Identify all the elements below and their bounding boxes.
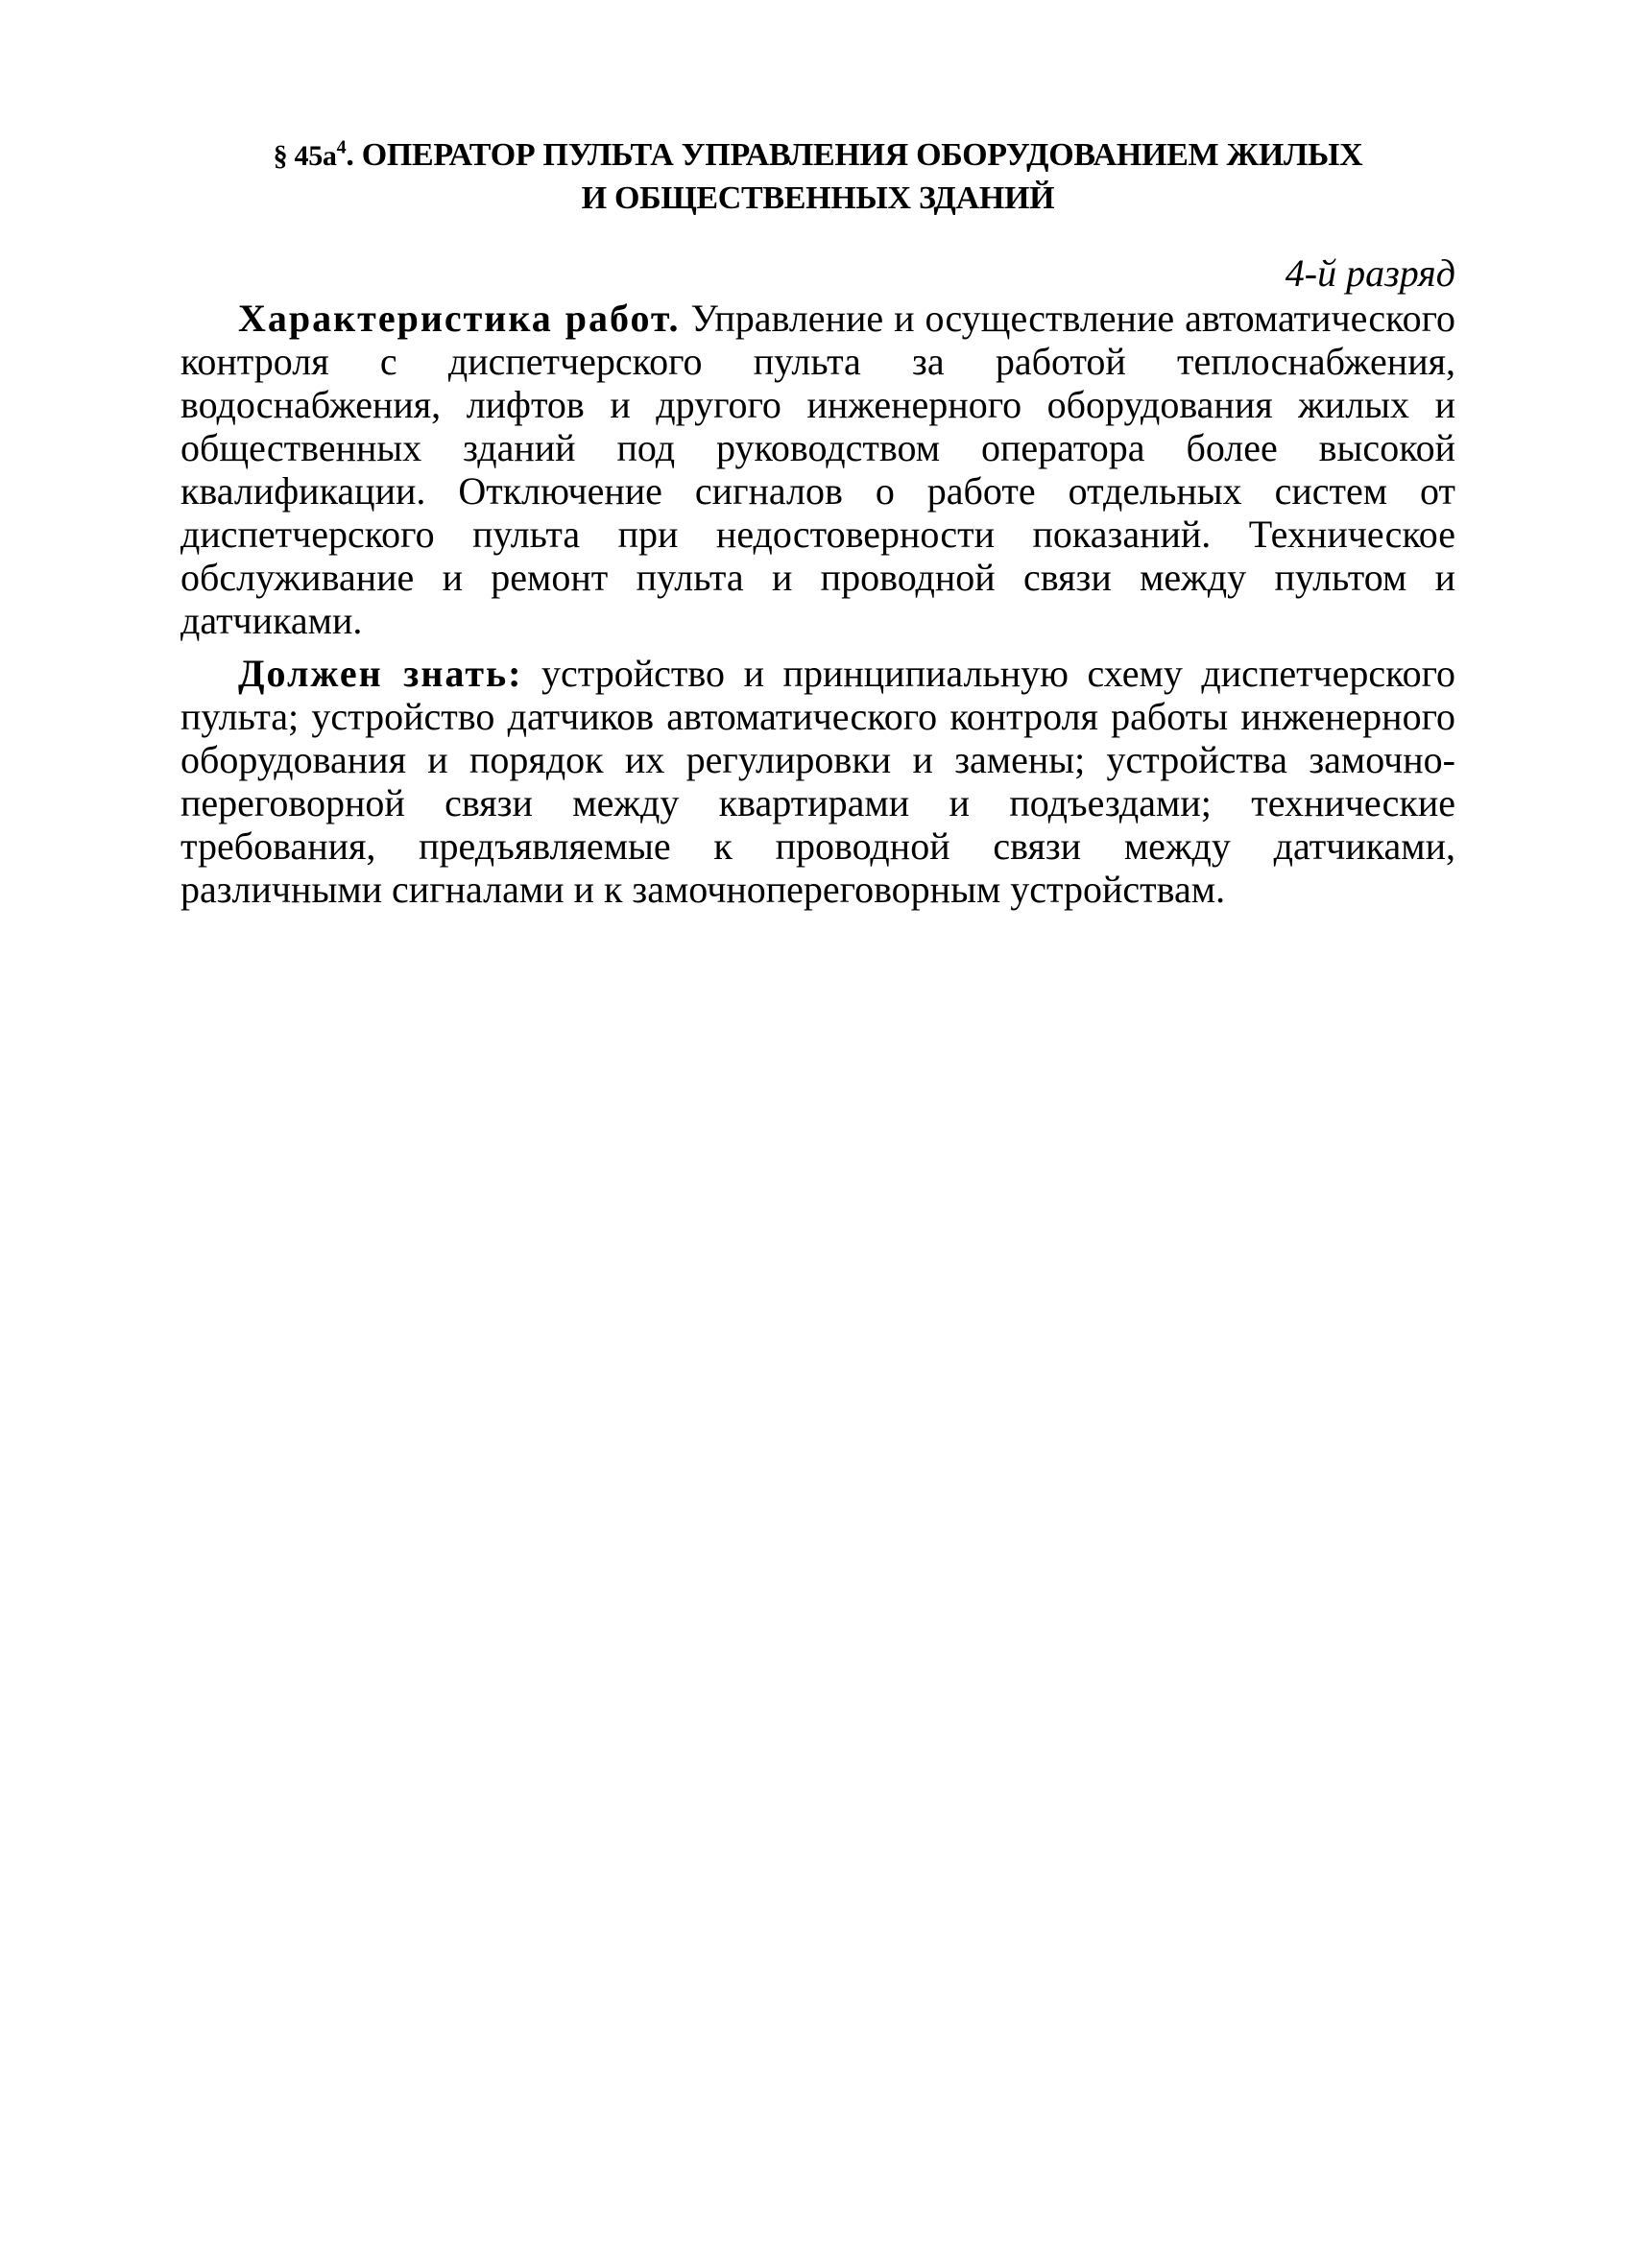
paragraph-text: устройство и принципиальную схему диспетчерского пульта; устройство датчиков автоматического контроля работы инженерного оборудования и порядок их регулировки и замены; устройства замочно-переговорной связи между квартирами и подъездами; технические требования, предъявляемые к проводной связи между датчиками, различными сигналами и к замочнопереговорным устройствам. [180, 652, 1455, 911]
section-title [180, 134, 1455, 220]
section-number-superscript: 4 [336, 136, 347, 158]
section-title-line-2: И ОБЩЕСТВЕННЫХ ЗДАНИЙ [581, 180, 1055, 216]
section-title-text-1: . ОПЕРАТОР ПУЛЬТА УПРАВЛЕНИЯ ОБОРУДОВАНИЕМ ЖИЛЫХ [346, 137, 1363, 173]
document-page [180, 134, 1455, 920]
section-title-line-1 [180, 134, 1455, 178]
section-number: § 45а [273, 140, 337, 172]
paragraph-text: Управление и осуществление автоматического контроля с диспетчерского пульта за работой теплоснабжения, водоснабжения, лифтов и другого инженерного оборудования жилых и общественных зданий под руководством оператора более высокой квалификации. Отключение сигналов о работе отдельных систем от диспетчерского пульта при недостоверности показаний. Техническое обслуживание и ремонт пульта и проводной связи между пультом и датчиками. [180, 297, 1455, 642]
paragraph-work-characteristics [180, 297, 1455, 642]
paragraph-term: Должен знать: [238, 652, 523, 695]
grade-label: 4-й разряд [1285, 251, 1455, 295]
paragraph-must-know [180, 652, 1455, 911]
paragraph-term: Характеристика работ. [238, 297, 681, 340]
